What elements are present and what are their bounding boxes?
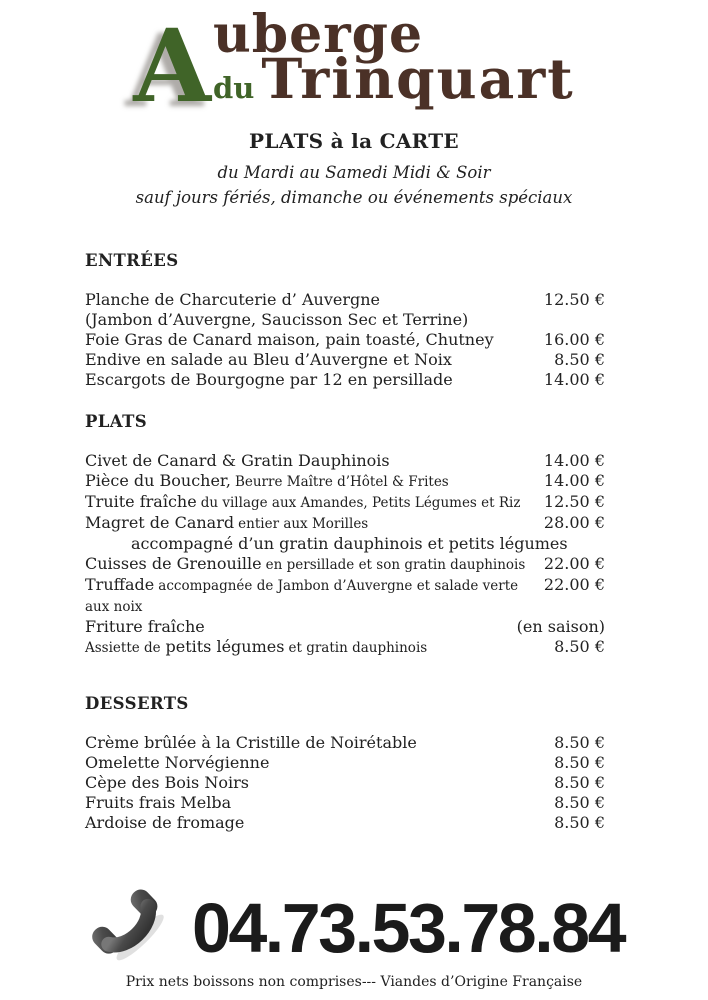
item-text-segment: Cuisses de Grenouille xyxy=(85,553,262,573)
item-price: 22.00 € xyxy=(543,553,605,573)
item-text-segment: Escargots de Bourgogne par 12 en persillade xyxy=(85,369,453,389)
item-text-segment: Foie Gras de Canard maison, pain toasté, Chutney xyxy=(85,329,494,349)
menu-section-plats xyxy=(85,412,605,658)
item-name xyxy=(85,753,542,773)
menu-item-row xyxy=(85,492,605,513)
phone-number: 04.73.53.78.84 xyxy=(191,888,625,967)
subtitle-opening-days: du Mardi au Samedi Midi & Soir xyxy=(217,162,491,182)
menu-item-row xyxy=(85,793,605,813)
restaurant-logo xyxy=(0,0,708,125)
item-text-segment: Civet de Canard & Gratin Dauphinois xyxy=(85,450,390,470)
menu-item-row xyxy=(85,813,605,833)
item-text-segment: Ardoise de fromage xyxy=(85,812,245,832)
item-price: 8.50 € xyxy=(554,732,605,752)
menu-item-row xyxy=(85,370,605,390)
item-name xyxy=(85,310,593,330)
item-name xyxy=(85,793,542,813)
item-price: 14.00 € xyxy=(543,470,605,490)
footer-note: Prix nets boissons non comprises--- Viandes d’Origine Française xyxy=(125,974,583,990)
item-name xyxy=(85,471,532,492)
item-price: 8.50 € xyxy=(554,792,605,812)
item-name xyxy=(85,617,505,637)
item-price: 8.50 € xyxy=(554,349,605,369)
section-title-plats: PLATS xyxy=(85,411,148,431)
menu-item-row xyxy=(85,471,605,492)
menu-item-row xyxy=(85,753,605,773)
item-text-segment: du village aux Amandes, Petits Légumes et Riz xyxy=(200,494,521,511)
item-name xyxy=(85,813,542,833)
item-price: 8.50 € xyxy=(554,812,605,832)
item-text-segment: Truite fraîche xyxy=(85,491,197,511)
subtitle-exceptions: sauf jours fériés, dimanche ou événements spéciaux xyxy=(135,187,573,207)
item-text-segment: Crème brûlée à la Cristille de Noirétable xyxy=(85,732,417,752)
menu-item-row xyxy=(85,290,605,310)
item-text-segment: Cèpe des Bois Noirs xyxy=(85,772,249,792)
item-text-segment: Fruits frais Melba xyxy=(85,792,232,812)
item-name xyxy=(85,773,542,793)
section-title-desserts: DESSERTS xyxy=(85,693,189,713)
item-price: 12.50 € xyxy=(543,491,605,511)
menu-section-entrees xyxy=(85,251,605,390)
item-text-segment: et gratin dauphinois xyxy=(288,639,428,656)
item-price: 8.50 € xyxy=(554,752,605,772)
item-price: 8.50 € xyxy=(554,772,605,792)
item-text-segment: Magret de Canard xyxy=(85,512,235,532)
item-name xyxy=(85,290,532,310)
item-name xyxy=(85,451,532,471)
item-name xyxy=(85,370,532,390)
item-text-segment: entier aux Morilles xyxy=(238,515,369,532)
phone-block xyxy=(0,881,708,975)
item-name xyxy=(85,534,593,554)
item-text-segment: Endive en salade au Bleu d’Auvergne et Noix xyxy=(85,349,452,369)
menu-item-row xyxy=(85,617,605,637)
menu-item-row xyxy=(85,330,605,350)
menu-item-row xyxy=(85,451,605,471)
logo-words xyxy=(212,4,575,111)
menu-item-row xyxy=(85,773,605,793)
item-price: 22.00 € xyxy=(543,574,605,594)
item-text-segment: (Jambon d’Auvergne, Saucisson Sec et Terrine) xyxy=(85,309,469,329)
item-name xyxy=(85,330,532,350)
menu-item-row xyxy=(85,554,605,575)
item-text-segment: Pièce du Boucher, xyxy=(85,470,231,490)
menu-section-desserts xyxy=(85,694,605,833)
item-text-segment: Planche de Charcuterie d’ Auvergne xyxy=(85,289,381,309)
menu-item-row xyxy=(85,575,605,617)
item-text-segment: Omelette Norvégienne xyxy=(85,752,270,772)
item-text-segment: accompagné d’un gratin dauphinois et petits légumes xyxy=(131,533,568,553)
logo-lockup xyxy=(133,4,575,125)
menu-item-row xyxy=(85,310,605,330)
item-text-segment: petits légumes xyxy=(165,636,285,656)
item-name xyxy=(85,575,532,617)
item-price: 16.00 € xyxy=(543,329,605,349)
item-text-segment: Beurre Maître d’Hôtel & Frites xyxy=(234,473,449,490)
item-name xyxy=(85,492,532,513)
menu-item-row xyxy=(85,733,605,753)
item-price: 8.50 € xyxy=(554,636,605,656)
item-price: 14.00 € xyxy=(543,369,605,389)
logo-line-du-trinquart xyxy=(212,45,575,111)
logo-word-du: du xyxy=(212,70,255,105)
phone-receiver-icon xyxy=(84,881,178,975)
logo-word-trinquart: Trinquart xyxy=(261,45,575,111)
item-price: 14.00 € xyxy=(543,450,605,470)
section-title-entrees: ENTRÉES xyxy=(85,250,179,270)
logo-initial-a: A xyxy=(133,6,211,125)
item-text-segment: en persillade et son gratin dauphinois xyxy=(265,556,526,573)
page-heading xyxy=(0,129,708,209)
item-text-segment: Truffade xyxy=(85,574,155,594)
item-name xyxy=(85,637,542,658)
item-price: 12.50 € xyxy=(543,289,605,309)
item-text-segment: Friture fraîche xyxy=(85,616,205,636)
item-text-segment: accompagnée de Jambon d’Auvergne et salade verte aux noix xyxy=(85,577,519,615)
menu-item-row xyxy=(85,513,605,534)
menu-sections xyxy=(85,251,605,833)
item-name xyxy=(85,350,542,370)
item-name xyxy=(85,733,542,753)
page-title: PLATS à la CARTE xyxy=(249,128,459,153)
item-name xyxy=(85,513,532,534)
item-price: 28.00 € xyxy=(543,512,605,532)
logo-word-auberge: uberge xyxy=(212,4,424,65)
item-name xyxy=(85,554,532,575)
menu-item-row xyxy=(85,534,605,554)
menu-item-row xyxy=(85,350,605,370)
item-text-segment: Assiette de xyxy=(85,639,161,656)
item-price: (en saison) xyxy=(516,616,605,636)
menu-item-row xyxy=(85,637,605,658)
